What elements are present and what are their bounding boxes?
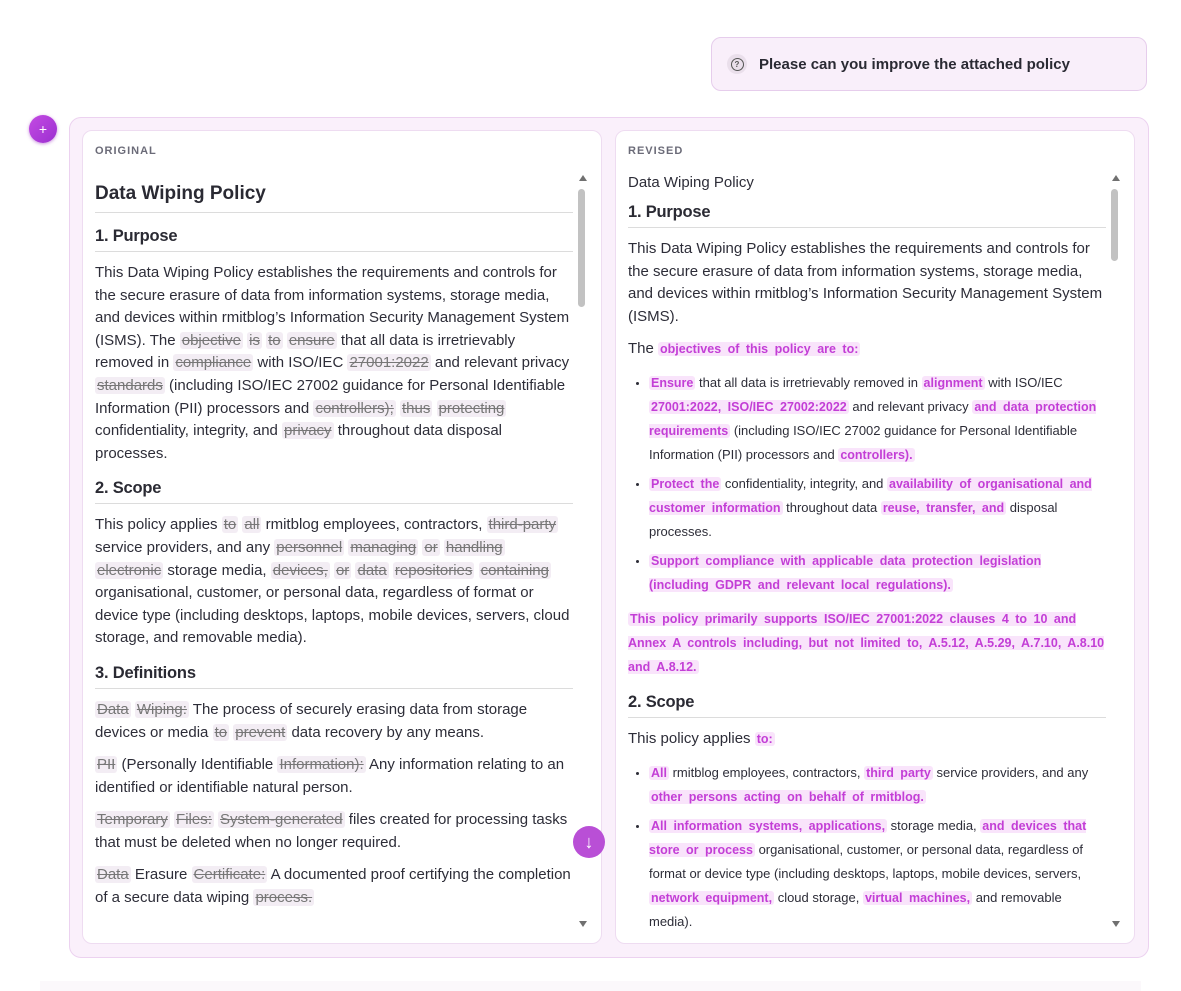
revised-scope-intro: This policy applies to:	[628, 729, 773, 747]
list-item: • Support compliance with applicable data protection legislation (including GDPR and relevant local regulations).	[649, 549, 1106, 597]
original-definition-data-wiping: Data Wiping: The process of securely erasing data from storage devices or media to prevent data recovery by any means.	[95, 700, 528, 741]
original-scope-heading: 2. Scope	[95, 479, 573, 504]
arrow-down-icon[interactable]: ↓	[573, 826, 605, 858]
revised-objectives-list	[628, 371, 1106, 597]
original-purpose-paragraph: This Data Wiping Policy establishes the requirements and controls for the secure erasure of data from information systems, storage media, and devices within rmitblog’s Information Security Management System (ISMS). The objective is to ensure that all data is irretrievably removed in compliance with ISO/IEC 27001:2022 and relevant privacy standards (including ISO/IEC 27002 guidance for Personal Identifiable Information (PII) processors and controllers); thus protecting confidentiality, integrity, and privacy throughout data disposal processes.	[95, 264, 570, 462]
revised-clauses-paragraph: This policy primarily supports ISO/IEC 27001:2022 clauses 4 to 10 and Annex A controls including, but not limited to, A.5.12, A.5.29, A.7.10, A.8.10 and A.8.12.	[628, 611, 1105, 674]
revised-objectives-intro: The objectives of this policy are to:	[628, 340, 859, 358]
original-scrollbar[interactable]	[577, 175, 589, 927]
original-content	[95, 169, 573, 935]
original-definition-temporary-files: Temporary Files: System-generated files created for processing tasks that must be deleted when no longer required.	[95, 811, 568, 851]
user-message-bubble	[711, 37, 1147, 91]
original-panel[interactable]	[82, 130, 602, 944]
revised-scroll-thumb[interactable]	[1111, 189, 1118, 261]
revised-panel[interactable]	[615, 130, 1135, 944]
revised-content	[628, 169, 1106, 935]
original-label: ORIGINAL	[95, 145, 157, 157]
original-scope-paragraph: This policy applies to all rmitblog employees, contractors, third-party service providers, and any personnel managing or handling electronic storage media, devices, or data repositories containing organisational, customer, or personal data, regardless of format or device type (including desktops, laptops, mobile devices, servers, cloud storage, and removable media).	[95, 516, 570, 647]
list-item: • Ensure that all data is irretrievably removed in alignment with ISO/IEC 27001:2022, ISO/IEC 27002:2022 and relevant privacy and data protection requirements (including ISO/IEC 27002 guidance for Personal Identifiable Information (PII) processors and controllers).	[649, 371, 1106, 467]
revised-doc-title: Data Wiping Policy	[628, 174, 754, 191]
user-message-text: Please can you improve the attached policy	[759, 55, 1070, 73]
question-icon: ?	[727, 54, 747, 74]
revised-scope-heading: 2. Scope	[628, 693, 1106, 718]
scroll-up-arrow-icon[interactable]	[579, 175, 587, 181]
revised-purpose-paragraph: This Data Wiping Policy establishes the requirements and controls for the secure erasure of data from information systems, storage media, and devices within rmitblog’s Information Security Management System (ISMS).	[628, 240, 1103, 325]
revised-purpose-heading: 1. Purpose	[628, 203, 1106, 228]
revised-scope-list	[628, 761, 1106, 934]
original-doc-title: Data Wiping Policy	[95, 183, 573, 213]
original-purpose-heading: 1. Purpose	[95, 227, 573, 252]
original-definitions-heading: 3. Definitions	[95, 664, 573, 689]
list-item: • All rmitblog employees, contractors, third party service providers, and any other persons acting on behalf of rmitblog.	[649, 761, 1106, 809]
scroll-down-arrow-icon[interactable]	[579, 921, 587, 927]
plus-icon[interactable]: +	[29, 115, 57, 143]
scroll-down-arrow-icon[interactable]	[1112, 921, 1120, 927]
revised-label: REVISED	[628, 145, 684, 157]
original-scroll-thumb[interactable]	[578, 189, 585, 307]
list-item: • Protect the confidentiality, integrity, and availability of organisational and customer information throughout data reuse, transfer, and disposal processes.	[649, 472, 1106, 544]
original-definition-erasure-certificate: Data Erasure Certificate: A documented proof certifying the completion of a secure data wiping process.	[95, 866, 571, 907]
scroll-up-arrow-icon[interactable]	[1112, 175, 1120, 181]
revised-scrollbar[interactable]	[1110, 175, 1122, 927]
list-item: • All information systems, applications, storage media, and devices that store or process organisational, customer, or personal data, regardless of format or device type (including desktops, laptops, mobile devices, servers, network equipment, cloud storage, virtual machines, and removable media).	[649, 814, 1106, 934]
original-definition-pii: PII (Personally Identifiable Information): Any information relating to an identified or identifiable natural person.	[95, 756, 565, 796]
footer-strip	[40, 981, 1141, 991]
